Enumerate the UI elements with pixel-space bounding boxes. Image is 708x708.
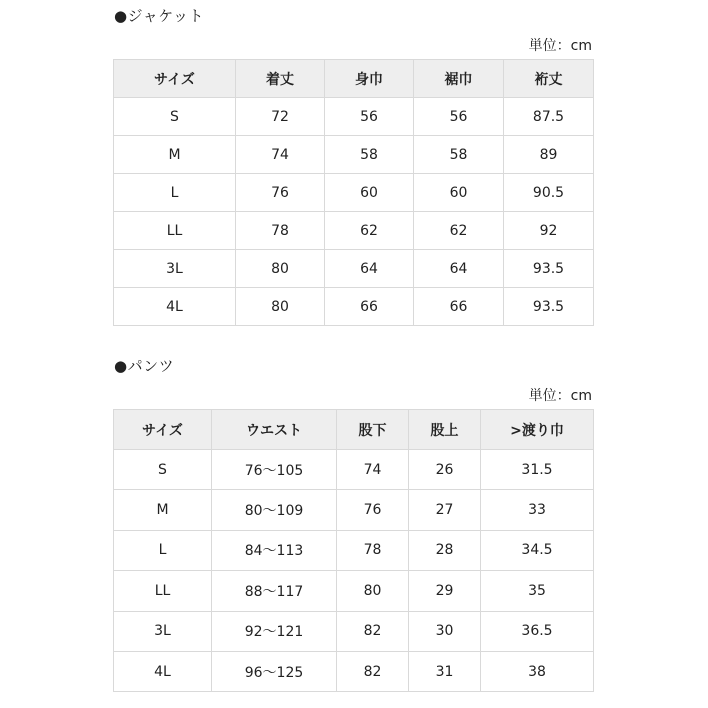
table-cell: 26 bbox=[409, 450, 481, 490]
table-cell: 35 bbox=[481, 571, 594, 611]
table-cell: LL bbox=[114, 571, 212, 611]
table-cell: 60 bbox=[414, 174, 504, 212]
table-row bbox=[114, 212, 594, 250]
table-cell: 64 bbox=[414, 250, 504, 288]
table-cell: 64 bbox=[325, 250, 414, 288]
table-cell: 78 bbox=[236, 212, 325, 250]
table-cell: 30 bbox=[409, 611, 481, 651]
column-header: 股上 bbox=[409, 410, 481, 450]
table-row bbox=[114, 571, 594, 611]
table-cell: 76 bbox=[337, 490, 409, 530]
column-header: サイズ bbox=[114, 410, 212, 450]
table-cell: 58 bbox=[325, 136, 414, 174]
table-cell: 96～125 bbox=[212, 651, 337, 691]
column-header: 身巾 bbox=[325, 60, 414, 98]
table-cell: 62 bbox=[414, 212, 504, 250]
column-header: 股下 bbox=[337, 410, 409, 450]
table-row bbox=[114, 288, 594, 326]
column-header: ウエスト bbox=[212, 410, 337, 450]
table-cell: 36.5 bbox=[481, 611, 594, 651]
table-row bbox=[114, 136, 594, 174]
jacket-section-title: ●ジャケット bbox=[114, 7, 205, 25]
table-cell: 60 bbox=[325, 174, 414, 212]
table-cell: 66 bbox=[414, 288, 504, 326]
table-row bbox=[114, 450, 594, 490]
table-cell: M bbox=[114, 490, 212, 530]
table-row bbox=[114, 174, 594, 212]
table-cell: 72 bbox=[236, 98, 325, 136]
table-cell: S bbox=[114, 450, 212, 490]
table-row bbox=[114, 651, 594, 691]
table-cell: 92 bbox=[504, 212, 594, 250]
table-cell: 34.5 bbox=[481, 530, 594, 570]
column-header: 着丈 bbox=[236, 60, 325, 98]
table-cell: 33 bbox=[481, 490, 594, 530]
table-cell: 3L bbox=[114, 250, 236, 288]
table-cell: 93.5 bbox=[504, 288, 594, 326]
table-cell: 31 bbox=[409, 651, 481, 691]
table-cell: 87.5 bbox=[504, 98, 594, 136]
table-cell: 82 bbox=[337, 651, 409, 691]
table-cell: 89 bbox=[504, 136, 594, 174]
table-row bbox=[114, 250, 594, 288]
table-cell: 38 bbox=[481, 651, 594, 691]
table-cell: 93.5 bbox=[504, 250, 594, 288]
table-cell: 84～113 bbox=[212, 530, 337, 570]
table-cell: S bbox=[114, 98, 236, 136]
table-cell: 90.5 bbox=[504, 174, 594, 212]
table-cell: 56 bbox=[414, 98, 504, 136]
table-cell: 88～117 bbox=[212, 571, 337, 611]
column-header: >渡り巾 bbox=[481, 410, 594, 450]
table-cell: 3L bbox=[114, 611, 212, 651]
table-row bbox=[114, 98, 594, 136]
table-cell: 74 bbox=[337, 450, 409, 490]
table-cell: LL bbox=[114, 212, 236, 250]
jacket-unit-label: 単位：cm bbox=[528, 38, 592, 54]
table-row bbox=[114, 611, 594, 651]
table-row bbox=[114, 490, 594, 530]
table-cell: L bbox=[114, 530, 212, 570]
column-header: 裄丈 bbox=[504, 60, 594, 98]
table-cell: 80 bbox=[337, 571, 409, 611]
table-cell: 82 bbox=[337, 611, 409, 651]
table-cell: 66 bbox=[325, 288, 414, 326]
pants-size-table bbox=[113, 409, 594, 692]
pants-section-title: ●パンツ bbox=[114, 357, 175, 375]
table-header-row bbox=[114, 60, 594, 98]
table-cell: 27 bbox=[409, 490, 481, 530]
table-cell: L bbox=[114, 174, 236, 212]
table-cell: 4L bbox=[114, 288, 236, 326]
column-header: 裾巾 bbox=[414, 60, 504, 98]
table-cell: 80 bbox=[236, 288, 325, 326]
pants-unit-label: 単位：cm bbox=[528, 388, 592, 404]
table-cell: 78 bbox=[337, 530, 409, 570]
column-header: サイズ bbox=[114, 60, 236, 98]
table-cell: 80 bbox=[236, 250, 325, 288]
table-cell: 58 bbox=[414, 136, 504, 174]
table-cell: 76～105 bbox=[212, 450, 337, 490]
table-cell: 4L bbox=[114, 651, 212, 691]
table-cell: 74 bbox=[236, 136, 325, 174]
table-row bbox=[114, 530, 594, 570]
table-cell: 31.5 bbox=[481, 450, 594, 490]
table-cell: 80～109 bbox=[212, 490, 337, 530]
jacket-size-table bbox=[113, 59, 594, 326]
table-cell: 62 bbox=[325, 212, 414, 250]
table-header-row bbox=[114, 410, 594, 450]
table-cell: 28 bbox=[409, 530, 481, 570]
table-cell: 56 bbox=[325, 98, 414, 136]
table-cell: 76 bbox=[236, 174, 325, 212]
table-cell: 92～121 bbox=[212, 611, 337, 651]
table-cell: M bbox=[114, 136, 236, 174]
table-cell: 29 bbox=[409, 571, 481, 611]
